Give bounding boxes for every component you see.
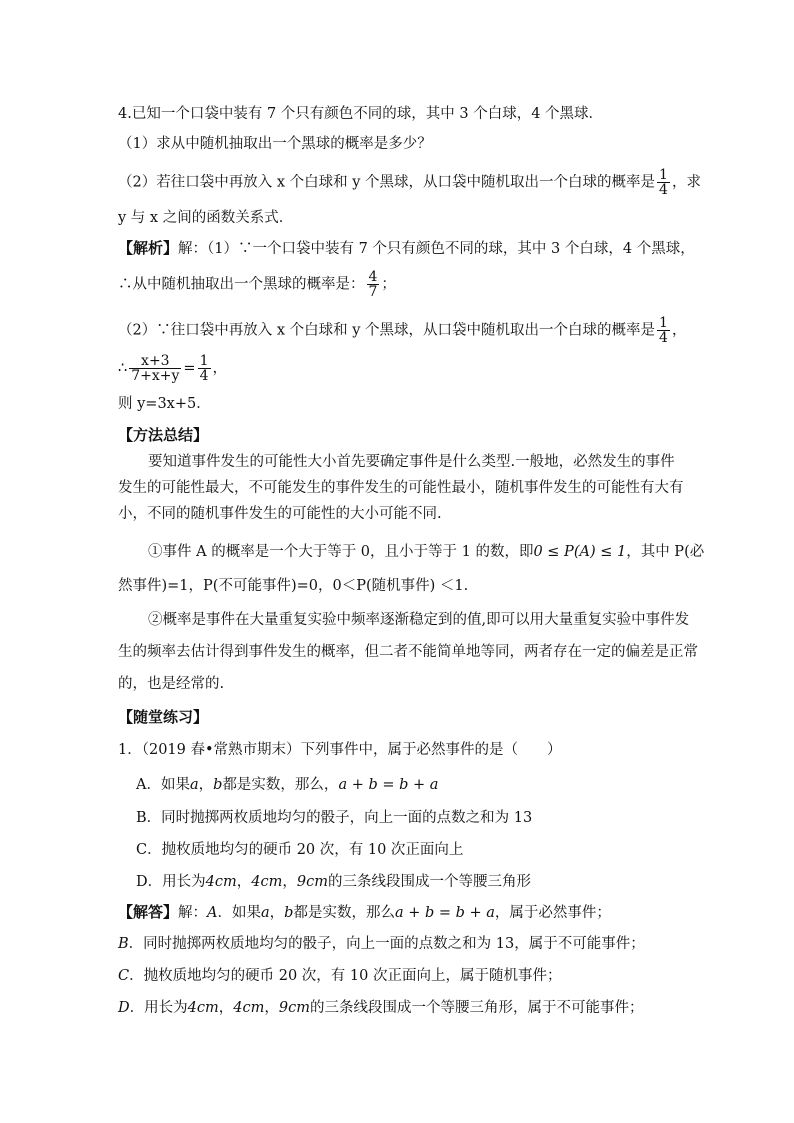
method-title: 【方法总结】 (118, 426, 209, 444)
method-p3-l2: 生的频率去估计得到事件发生的概率，但二者不能简单地等同，两者存在一定的偏差是正常 (118, 644, 698, 660)
probability-range-formula: 0 ≤ P(A) ≤ 1 (533, 544, 627, 560)
q4-stem: 4.已知一个口袋中装有 7 个只有颜色不同的球，其中 3 个白球，4 个黑球． (118, 106, 604, 122)
analysis-line1: 【解析】解：（1）∵一个口袋中装有 7 个只有颜色不同的球，其中 3 个白球，4 个黑球， (118, 239, 695, 257)
practice-title: 【随堂练习】 (118, 708, 209, 726)
answer-c: C．抛枚质地均匀的硬币 20 次，有 10 次正面向上，属于随机事件； (118, 968, 562, 984)
method-p2-l2: 然事件)=1，P(不可能事件)=0，0＜P(随机事件) ＜1. (118, 578, 469, 594)
option-d: D．用长为4cm，4cm，9cm的三条线段围成一个等腰三角形 (136, 874, 531, 890)
method-p3-l3: 的，也是经常的. (118, 676, 225, 692)
q4-part2: （2）若往口袋中再放入 x 个白球和 y 个黑球，从口袋中随机取出一个白球的概率是 $\frac{1}{4}$ ，求 (118, 167, 701, 198)
option-c: C．抛枚质地均匀的硬币 20 次，有 10 次正面向上 (136, 842, 464, 858)
method-p1-l2: 发生的可能性最大，不可能发生的事件发生的可能性最小，随机事件发生的可能性有大有 (118, 480, 684, 496)
fraction: $\frac{1}{4}$ (659, 315, 668, 346)
equation-right-fraction: $\frac{1}{4}$ (199, 353, 209, 384)
answer-a: 【解答】解：A．如果a，b都是实数，那么a + b = b + a，属于必然事件； (118, 903, 611, 921)
fraction: $\frac{1}{4}$ (659, 167, 668, 198)
fraction: $\frac{4}{7}$ (368, 269, 378, 300)
practice-q1: 1．（2019 春•常熟市期末）下列事件中，属于必然事件的是（ ） (118, 742, 562, 758)
answer-b: B．同时抛掷两枚质地均匀的骰子，向上一面的点数之和为 13，属于不可能事件； (118, 936, 645, 952)
analysis-line3: （2）∵往口袋中再放入 x 个白球和 y 个黑球，从口袋中随机取出一个白球的概率是 $\frac{1}{4}$ ， (118, 315, 687, 346)
analysis-line2: ∴从中随机抽取出一个黑球的概率是： $\frac{4}{7}$ ； (118, 269, 396, 300)
method-p1-l1: 要知道事件发生的可能性大小首先要确定事件是什么类型.一般地，必然发生的事件 (148, 454, 675, 470)
analysis-line5: 则 y=3x+5． (118, 396, 211, 412)
option-b: B．同时抛掷两枚质地均匀的骰子，向上一面的点数之和为 13 (136, 810, 533, 826)
answer-label: 【解答】 (118, 903, 179, 921)
q4-part2-cont: y 与 x 之间的函数关系式． (118, 210, 294, 226)
method-p2-l1: ①事件 A 的概率是一个大于等于 0，且小于等于 1 的数，即0 ≤ P(A) ≤ 1，其中 P(必 (148, 544, 705, 560)
analysis-label: 【解析】 (118, 239, 179, 257)
analysis-line4: ∴ $\frac{x+3}{7+x+y}$ = $\frac{1}{4}$ ， (118, 353, 227, 384)
answer-d: D．用长为4cm，4cm，9cm的三条线段围成一个等腰三角形，属于不可能事件； (118, 1000, 644, 1016)
method-p1-l3: 小，不同的随机事件发生的可能性的大小可能不同. (118, 506, 442, 522)
equation-left-fraction: $\frac{x+3}{7+x+y}$ (131, 353, 180, 384)
q4-part1: （1）求从中随机抽取出一个黑球的概率是多少？ (118, 136, 432, 152)
method-p3-l1: ②概率是事件在大量重复实验中频率逐渐稳定到的值,即可以用大量重复实验中事件发 (148, 612, 690, 628)
option-a: A．如果a，b都是实数，那么，a + b = b + a (136, 777, 439, 793)
